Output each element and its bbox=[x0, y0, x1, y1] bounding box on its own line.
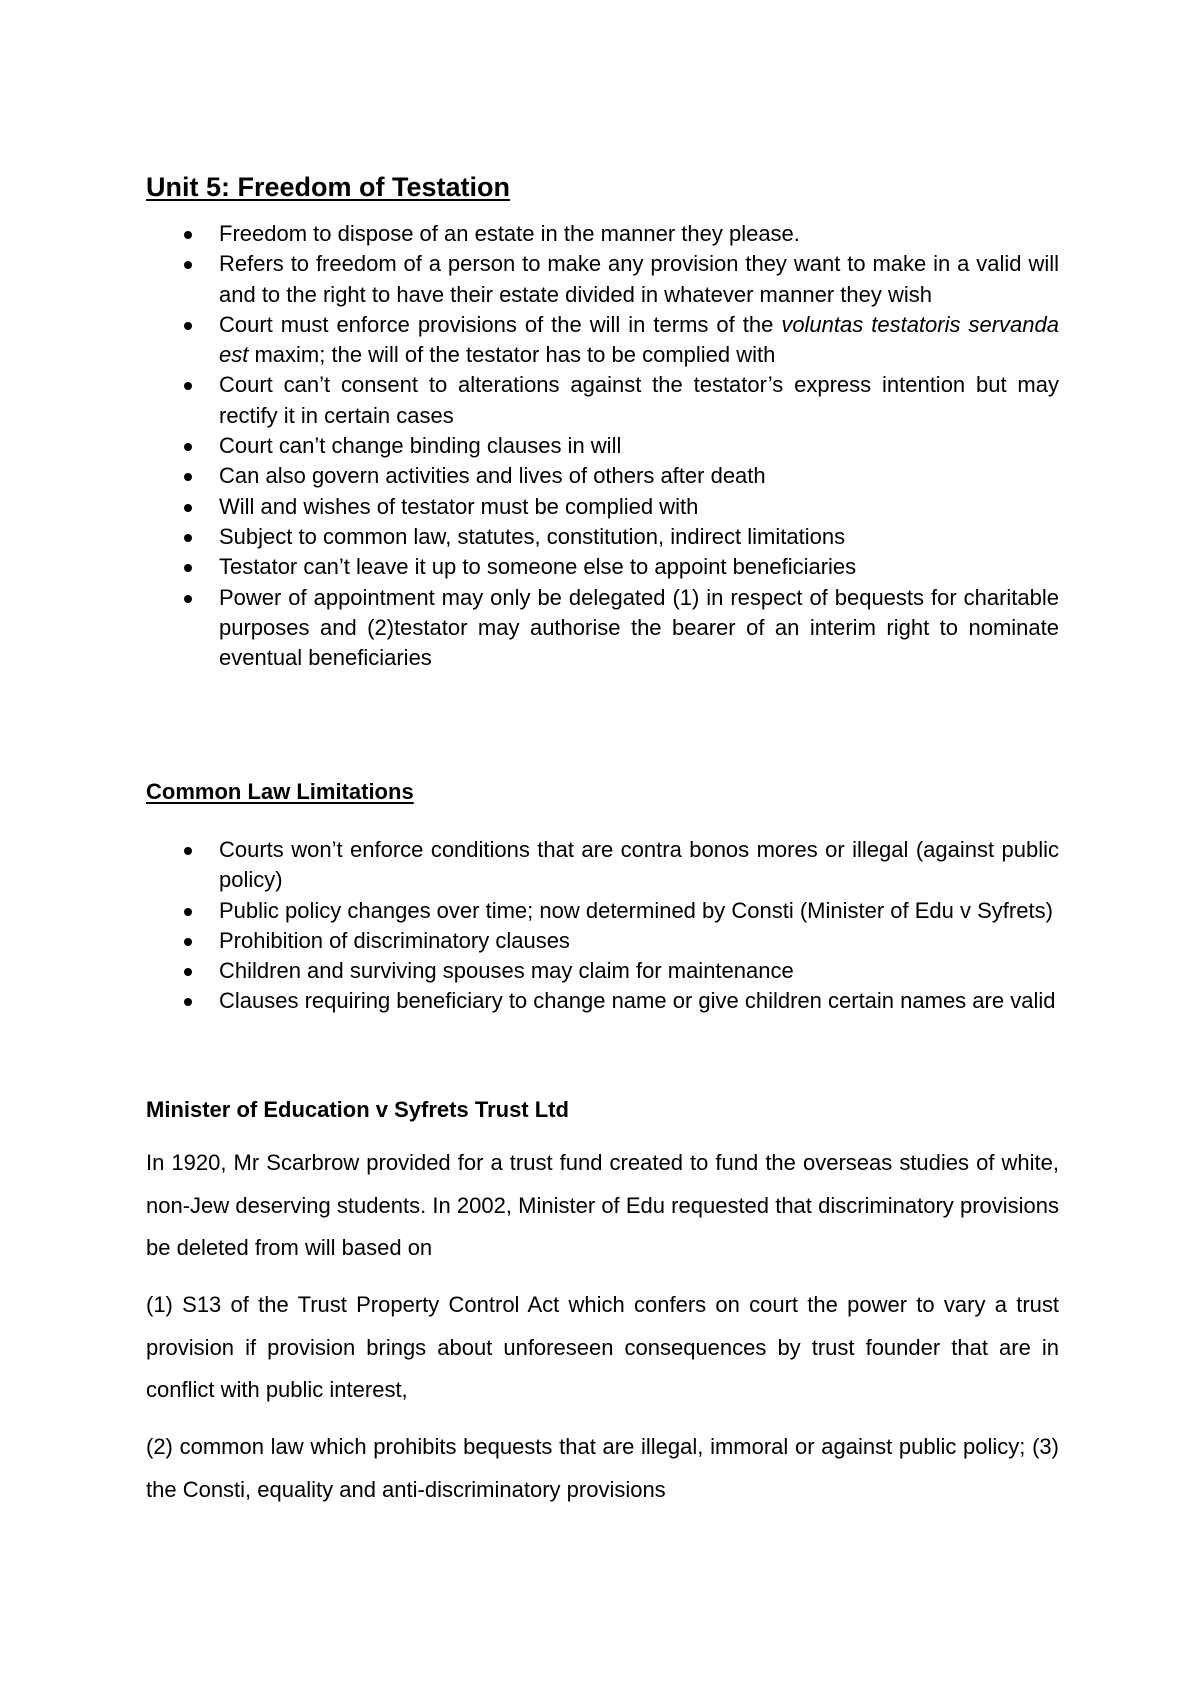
unit-title-block bbox=[146, 171, 1059, 203]
bullet-icon bbox=[184, 382, 192, 390]
bullet-icon bbox=[184, 534, 192, 542]
list-item: Power of appointment may only be delegated (1) in respect of bequests for charitable purposes and (2)testator may authorise the bearer of an interim right to nominate eventual beneficiaries bbox=[146, 583, 1059, 674]
case-paragraph: (1) S13 of the Trust Property Control Act which confers on court the power to vary a trust provision if provision brings about unforeseen consequences by trust founder that are in conflict with public interest, bbox=[146, 1292, 1059, 1402]
bullet-icon bbox=[184, 595, 192, 603]
unit5-bullet-list bbox=[146, 219, 1059, 673]
bullet-icon bbox=[184, 231, 192, 239]
list-item: Court can’t change binding clauses in will bbox=[146, 431, 1059, 461]
list-item: Public policy changes over time; now determined by Consti (Minister of Edu v Syfrets) bbox=[146, 896, 1059, 926]
bullet-icon bbox=[184, 443, 192, 451]
list-item: Court must enforce provisions of the will in terms of the voluntas testatoris servanda est maxim; the will of the testator has to be complied with bbox=[146, 310, 1059, 371]
case-paragraph-3-block bbox=[146, 1426, 1059, 1511]
list-item: Subject to common law, statutes, constitution, indirect limitations bbox=[146, 522, 1059, 552]
list-item: Clauses requiring beneficiary to change name or give children certain names are valid bbox=[146, 986, 1059, 1016]
page-title: Unit 5: Freedom of Testation bbox=[146, 172, 511, 202]
bullet-icon bbox=[184, 261, 192, 269]
unit5-bullet-list-block bbox=[146, 219, 1059, 673]
case-paragraph-1-block bbox=[146, 1142, 1059, 1270]
common-law-heading-block bbox=[146, 778, 1059, 806]
bullet-icon bbox=[184, 968, 192, 976]
bullet-icon bbox=[184, 473, 192, 481]
case-heading: Minister of Education v Syfrets Trust Ltd bbox=[146, 1097, 569, 1122]
list-item: Courts won’t enforce conditions that are contra bonos mores or illegal (against public policy) bbox=[146, 835, 1059, 896]
bullet-icon bbox=[184, 847, 192, 855]
list-item: Prohibition of discriminatory clauses bbox=[146, 926, 1059, 956]
bullet-icon bbox=[184, 908, 192, 916]
list-item: Will and wishes of testator must be complied with bbox=[146, 492, 1059, 522]
list-item: Children and surviving spouses may claim for maintenance bbox=[146, 956, 1059, 986]
list-item: Freedom to dispose of an estate in the manner they please. bbox=[146, 219, 1059, 249]
bullet-icon bbox=[184, 504, 192, 512]
list-item: Testator can’t leave it up to someone else to appoint beneficiaries bbox=[146, 552, 1059, 582]
list-item: Refers to freedom of a person to make any provision they want to make in a valid will and to the right to have their estate divided in whatever manner they wish bbox=[146, 249, 1059, 310]
list-item: Court can’t consent to alterations against the testator’s express intention but may rectify it in certain cases bbox=[146, 370, 1059, 431]
common-law-bullet-list-block bbox=[146, 835, 1059, 1017]
case-heading-block bbox=[146, 1096, 1059, 1124]
bullet-icon bbox=[184, 938, 192, 946]
bullet-icon bbox=[184, 322, 192, 330]
case-paragraph: (2) common law which prohibits bequests that are illegal, immoral or against public policy; (3) the Consti, equality and anti-discriminatory provisions bbox=[146, 1434, 1059, 1502]
bullet-icon bbox=[184, 998, 192, 1006]
case-paragraph-2-block bbox=[146, 1284, 1059, 1412]
case-paragraph: In 1920, Mr Scarbrow provided for a trust fund created to fund the overseas studies of white, non-Jew deserving students. In 2002, Minister of Edu requested that discriminatory provisions be deleted from will based on bbox=[146, 1150, 1059, 1260]
common-law-bullet-list bbox=[146, 835, 1059, 1017]
section-heading-common-law: Common Law Limitations bbox=[146, 779, 414, 804]
bullet-icon bbox=[184, 564, 192, 572]
list-item: Can also govern activities and lives of others after death bbox=[146, 461, 1059, 491]
